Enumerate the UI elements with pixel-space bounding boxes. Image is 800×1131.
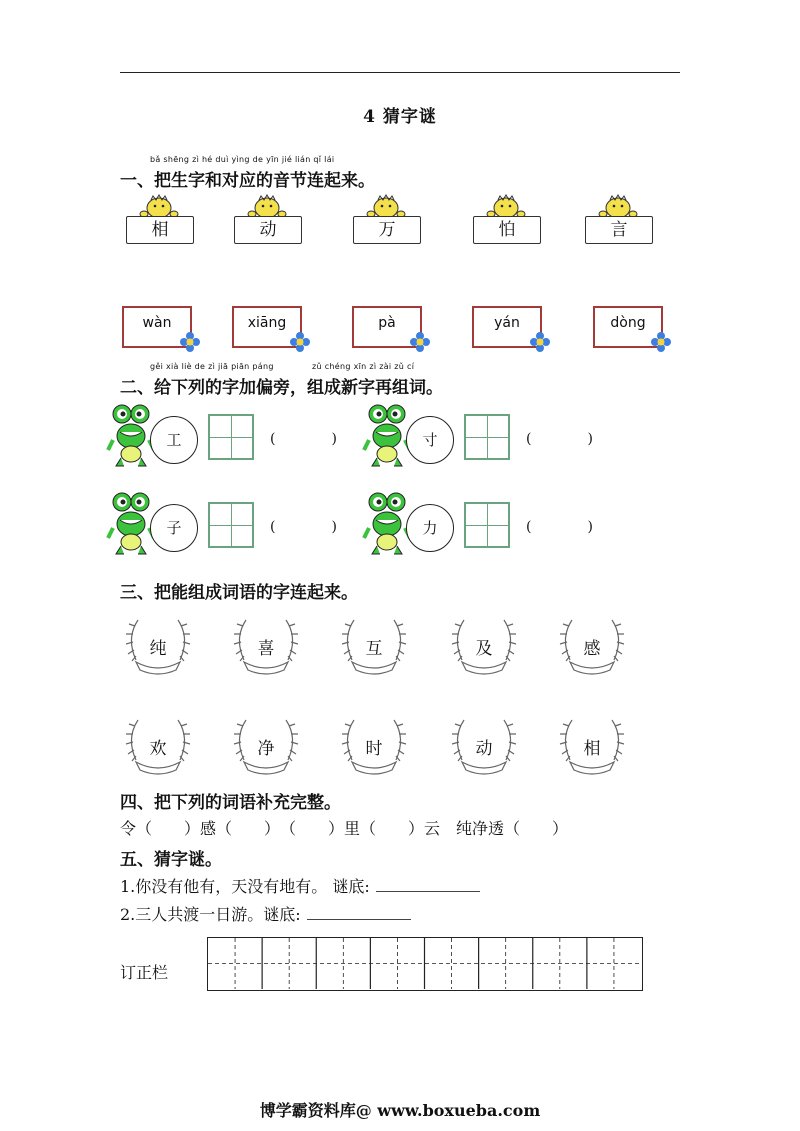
wreath-character[interactable]: 及 — [475, 639, 493, 659]
baby-head-icon — [139, 192, 179, 216]
radical-circle: 子 — [150, 504, 198, 552]
section1-heading: 一、把生字和对应的音节连起来。 — [120, 171, 375, 191]
section2-pinyin-1: gěi xià liè de zì jiā piān páng — [150, 362, 274, 371]
riddle-1 — [120, 874, 480, 897]
wreath-character[interactable]: 动 — [475, 739, 493, 759]
wreath-character[interactable]: 净 — [257, 739, 275, 759]
frog-icon — [362, 490, 412, 556]
frog-icon — [106, 490, 156, 556]
baby-head-icon — [247, 192, 287, 216]
correction-label: 订正栏 — [120, 963, 169, 982]
baby-head-icon — [486, 192, 526, 216]
syllable-box[interactable]: wàn — [122, 306, 192, 348]
wreath-character[interactable]: 相 — [583, 739, 601, 759]
riddle-2 — [120, 902, 411, 925]
syllable-box[interactable]: yán — [472, 306, 542, 348]
character-box[interactable]: 动 — [234, 216, 302, 244]
word-answer-parens[interactable]: ( ) — [270, 431, 337, 447]
footer-watermark: 博学霸资料库@ www.boxueba.com — [259, 1101, 541, 1120]
word-answer-parens[interactable]: ( ) — [526, 431, 593, 447]
baby-head-icon — [598, 192, 638, 216]
character-box[interactable]: 相 — [126, 216, 194, 244]
character-box[interactable]: 言 — [585, 216, 653, 244]
syllable-box[interactable]: pà — [352, 306, 422, 348]
frog-icon — [362, 402, 412, 468]
writing-grid[interactable] — [464, 502, 510, 548]
wreath-character[interactable]: 互 — [365, 639, 383, 659]
writing-grid[interactable] — [208, 502, 254, 548]
wreath-character[interactable]: 喜 — [257, 639, 275, 659]
riddle-2-answer-blank[interactable] — [307, 905, 411, 920]
section3-heading: 三、把能组成词语的字连起来。 — [120, 583, 358, 603]
syllable-box[interactable]: xiāng — [232, 306, 302, 348]
wreath-character[interactable]: 纯 — [149, 639, 167, 659]
section2-pinyin-2: zǔ chéng xīn zì zài zǔ cí — [312, 362, 415, 371]
radical-circle: 力 — [406, 504, 454, 552]
radical-circle: 工 — [150, 416, 198, 464]
riddle-1-answer-blank[interactable] — [376, 877, 480, 892]
radical-circle: 寸 — [406, 416, 454, 464]
section5-heading: 五、猜字谜。 — [120, 850, 222, 870]
section4-line: 令（ ）感（ ） （ ）里（ ）云 纯净透（ ） — [120, 819, 569, 838]
wreath-character[interactable]: 感 — [583, 639, 601, 659]
section4-heading: 四、把下列的词语补充完整。 — [120, 793, 341, 813]
frog-icon — [106, 402, 156, 468]
writing-grid[interactable] — [464, 414, 510, 460]
flower-icon — [530, 332, 550, 352]
riddle-1-text: 1.你没有他有，天没有地有。 谜底: — [120, 877, 370, 896]
character-box[interactable]: 万 — [353, 216, 421, 244]
page-title: 4 猜字谜 — [363, 107, 437, 127]
baby-head-icon — [366, 192, 406, 216]
correction-grid-lines — [208, 938, 641, 989]
riddle-2-text: 2.三人共渡一日游。谜底: — [120, 905, 301, 924]
word-answer-parens[interactable]: ( ) — [270, 519, 337, 535]
syllable-box[interactable]: dòng — [593, 306, 663, 348]
correction-grid[interactable] — [207, 937, 643, 991]
section1-pinyin: bǎ shēng zì hé duì yìng de yīn jié lián qǐ lái — [150, 155, 335, 164]
flower-icon — [180, 332, 200, 352]
word-answer-parens[interactable]: ( ) — [526, 519, 593, 535]
flower-icon — [410, 332, 430, 352]
section2-heading: 二、给下列的字加偏旁，组成新字再组词。 — [120, 378, 443, 398]
writing-grid[interactable] — [208, 414, 254, 460]
top-rule — [120, 72, 680, 73]
character-box[interactable]: 怕 — [473, 216, 541, 244]
wreath-character[interactable]: 欢 — [149, 739, 167, 759]
wreath-character[interactable]: 时 — [365, 739, 383, 759]
flower-icon — [651, 332, 671, 352]
flower-icon — [290, 332, 310, 352]
